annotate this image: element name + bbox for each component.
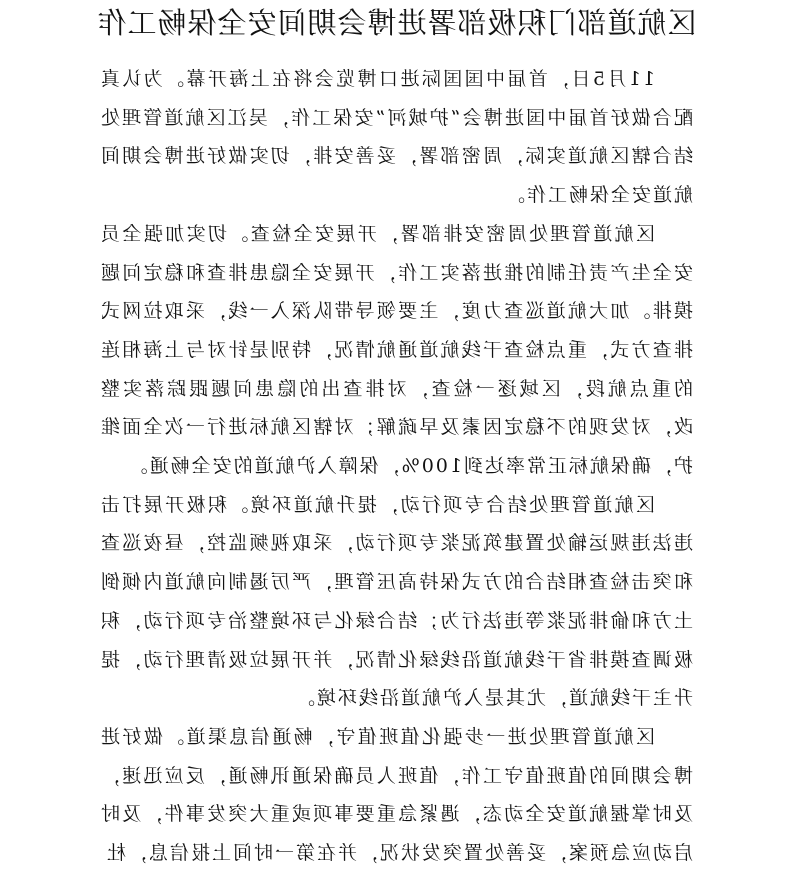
paragraph: 区航道管理处结合专项行动，提升航道环境。积极开展打击违法违规运输处置建筑泥浆专项行动，采取视频监控，昼夜巡查和突击检查相结合的方式保持高压管理，严厉遏制向航道内倾倒土方和偷排泥浆等违法行为；结合绿化与环境整治专项行动，积极调查摸排省干线航道沿线绿化情况，并开展垃圾清理行动，提升主干线航道，尤其是入沪航道沿线环境。 xyxy=(99,493,693,710)
paragraph: 区航道管理处周密安排部署，开展安全检查。切实加强全员安全生产责任制的推进落实工作，开展安全隐患排查和稳定问题摸排。加大航道巡查力度，主要领导带队深入一线，采取拉网式排查方式，重点检查干线航道通航情况，特别是针对与上海相连的重点航段，区域逐一检查，对排查出的隐患问题跟踪落实整改，对发现的不稳定因素及早疏解；对辖区航标进行一次全面维护，确保航标正常率达到100%，保障入沪航道的安全畅通。 xyxy=(99,222,693,478)
document-body xyxy=(99,60,693,873)
document-title: 区航道部门积极部署进博会期间安全保畅工作 xyxy=(96,6,697,40)
paragraph: 11月5日，首届中国国际进口博览会将在上海开幕。为认真配合做好首届中国进博会“护城河”安保工作，吴江区航道管理处结合辖区航道实际，周密部署，妥善安排，切实做好进博会期间航道安全保畅工作。 xyxy=(99,68,693,207)
paragraph: 区航道管理处进一步强化值班值守，畅通信息渠道。做好进博会期间的值班值守工作，值班人员确保通讯畅通，反应迅速，及时掌握航道安全动态，遇紧急重要事项或重大突发事件，及时启动应急预案，妥善处置突发状况，并在第一时间上报信息，杜 xyxy=(99,725,693,865)
